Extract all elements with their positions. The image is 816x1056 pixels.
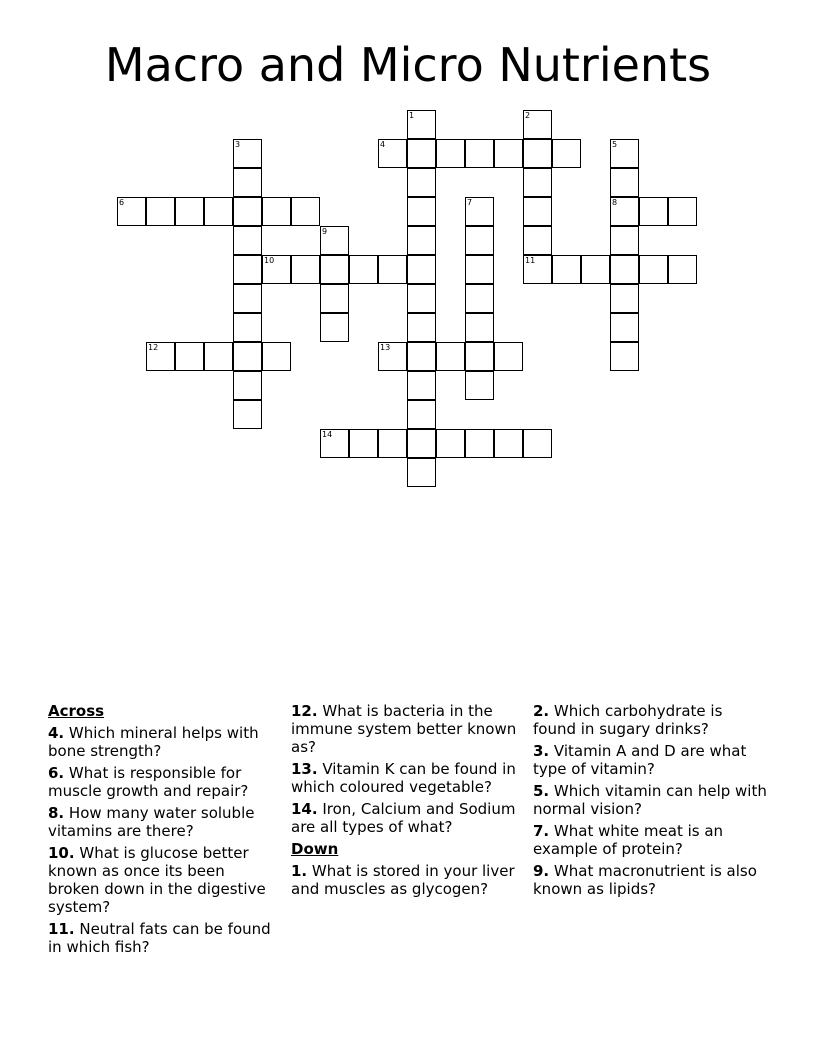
grid-cell[interactable] [523,110,552,139]
grid-cell[interactable] [262,197,291,226]
clue-across-6: 6. What is responsible for muscle growth and repair? [48,764,249,800]
grid-cell[interactable] [668,255,697,284]
grid-cell[interactable] [465,429,494,458]
grid-cell[interactable] [262,255,291,284]
grid-cell[interactable] [494,429,523,458]
clue-across-4: 4. Which mineral helps with bone strength? [48,724,259,760]
clue-number: 11 [525,256,536,265]
grid-cell[interactable] [639,255,668,284]
clue-number: 4 [380,140,386,149]
grid-cell[interactable] [407,284,436,313]
grid-cell[interactable] [407,458,436,487]
grid-cell[interactable] [465,255,494,284]
grid-cell[interactable] [407,226,436,255]
grid-cell[interactable] [117,197,146,226]
clue-across-11: 11. Neutral fats can be found in which fish? [48,920,271,956]
grid-cell[interactable] [407,110,436,139]
grid-cell[interactable] [523,168,552,197]
grid-cell[interactable] [552,255,581,284]
grid-cell[interactable] [320,429,349,458]
grid-cell[interactable] [233,342,262,371]
clue-number: 13 [380,343,391,352]
grid-cell[interactable] [407,342,436,371]
grid-cell[interactable] [523,139,552,168]
puzzle-title: Macro and Micro Nutrients [104,38,712,92]
clue-across-13: 13. Vitamin K can be found in which coloured vegetable? [291,760,516,796]
grid-cell[interactable] [668,197,697,226]
grid-cell[interactable] [320,313,349,342]
grid-cell[interactable] [465,226,494,255]
grid-cell[interactable] [175,342,204,371]
clue-down-9: 9. What macronutrient is also known as lipids? [533,862,757,898]
grid-cell[interactable] [291,197,320,226]
grid-cell[interactable] [407,313,436,342]
grid-cell[interactable] [436,139,465,168]
grid-cell[interactable] [465,197,494,226]
grid-cell[interactable] [378,139,407,168]
grid-cell[interactable] [523,255,552,284]
grid-cell[interactable] [581,255,610,284]
grid-cell[interactable] [436,429,465,458]
grid-cell[interactable] [233,197,262,226]
grid-cell[interactable] [233,284,262,313]
clue-across-14: 14. Iron, Calcium and Sodium are all types of what? [291,800,516,836]
grid-cell[interactable] [465,139,494,168]
grid-cell[interactable] [523,226,552,255]
grid-cell[interactable] [349,429,378,458]
clue-number: 3 [235,140,241,149]
grid-cell[interactable] [262,342,291,371]
clue-number: 14 [322,430,333,439]
clues-column-3 [533,702,768,902]
clue-number: 10 [264,256,275,265]
grid-cell[interactable] [233,313,262,342]
clues-column-1 [48,702,278,960]
grid-cell[interactable] [407,168,436,197]
grid-cell[interactable] [378,429,407,458]
grid-cell[interactable] [436,342,465,371]
clue-number: 1 [409,111,415,120]
grid-cell[interactable] [465,342,494,371]
clue-number: 12 [148,343,159,352]
clue-across-8: 8. How many water soluble vitamins are there? [48,804,255,840]
grid-cell[interactable] [378,342,407,371]
grid-cell[interactable] [610,313,639,342]
grid-cell[interactable] [204,342,233,371]
down-heading: Down [291,840,339,858]
clue-number: 7 [467,198,473,207]
grid-cell[interactable] [494,139,523,168]
grid-cell[interactable] [610,139,639,168]
grid-cell[interactable] [523,197,552,226]
grid-cell[interactable] [523,429,552,458]
clue-down-1: 1. What is stored in your liver and muscles as glycogen? [291,862,515,898]
grid-cell[interactable] [465,313,494,342]
grid-cell[interactable] [494,342,523,371]
clue-across-10: 10. What is glucose better known as once its been broken down in the digestive system? [48,844,266,916]
clue-number: 9 [322,227,328,236]
grid-cell[interactable] [233,226,262,255]
grid-cell[interactable] [407,197,436,226]
grid-cell[interactable] [349,255,378,284]
crossword-grid [0,0,816,500]
grid-cell[interactable] [233,371,262,400]
clue-down-7: 7. What white meat is an example of protein? [533,822,724,858]
grid-cell[interactable] [291,255,320,284]
grid-cell[interactable] [610,284,639,313]
grid-cell[interactable] [146,197,175,226]
grid-cell[interactable] [175,197,204,226]
clue-number: 6 [119,198,125,207]
grid-cell[interactable] [320,255,349,284]
clue-down-3: 3. Vitamin A and D are what type of vitamin? [533,742,747,778]
grid-cell[interactable] [610,342,639,371]
grid-cell[interactable] [610,255,639,284]
clue-number: 8 [612,198,618,207]
grid-cell[interactable] [233,139,262,168]
clue-number: 5 [612,140,618,149]
grid-cell[interactable] [552,139,581,168]
grid-cell[interactable] [407,139,436,168]
clue-across-12: 12. What is bacteria in the immune system better known as? [291,702,517,756]
grid-cell[interactable] [233,168,262,197]
clue-number: 2 [525,111,531,120]
clues-column-2 [291,702,523,902]
grid-cell[interactable] [610,226,639,255]
grid-cell[interactable] [639,197,668,226]
grid-cell[interactable] [320,284,349,313]
clue-down-5: 5. Which vitamin can help with normal vision? [533,782,767,818]
grid-cell[interactable] [320,226,349,255]
grid-cell[interactable] [610,168,639,197]
grid-cell[interactable] [233,255,262,284]
across-heading: Across [48,702,105,720]
grid-cell[interactable] [465,284,494,313]
grid-cell[interactable] [146,342,175,371]
grid-cell[interactable] [407,371,436,400]
clue-down-2: 2. Which carbohydrate is found in sugary drinks? [533,702,723,738]
grid-cell[interactable] [407,400,436,429]
grid-cell[interactable] [610,197,639,226]
grid-cell[interactable] [204,197,233,226]
grid-cell[interactable] [233,400,262,429]
grid-cell[interactable] [407,429,436,458]
grid-cell[interactable] [378,255,407,284]
grid-cell[interactable] [407,255,436,284]
grid-cell[interactable] [465,371,494,400]
